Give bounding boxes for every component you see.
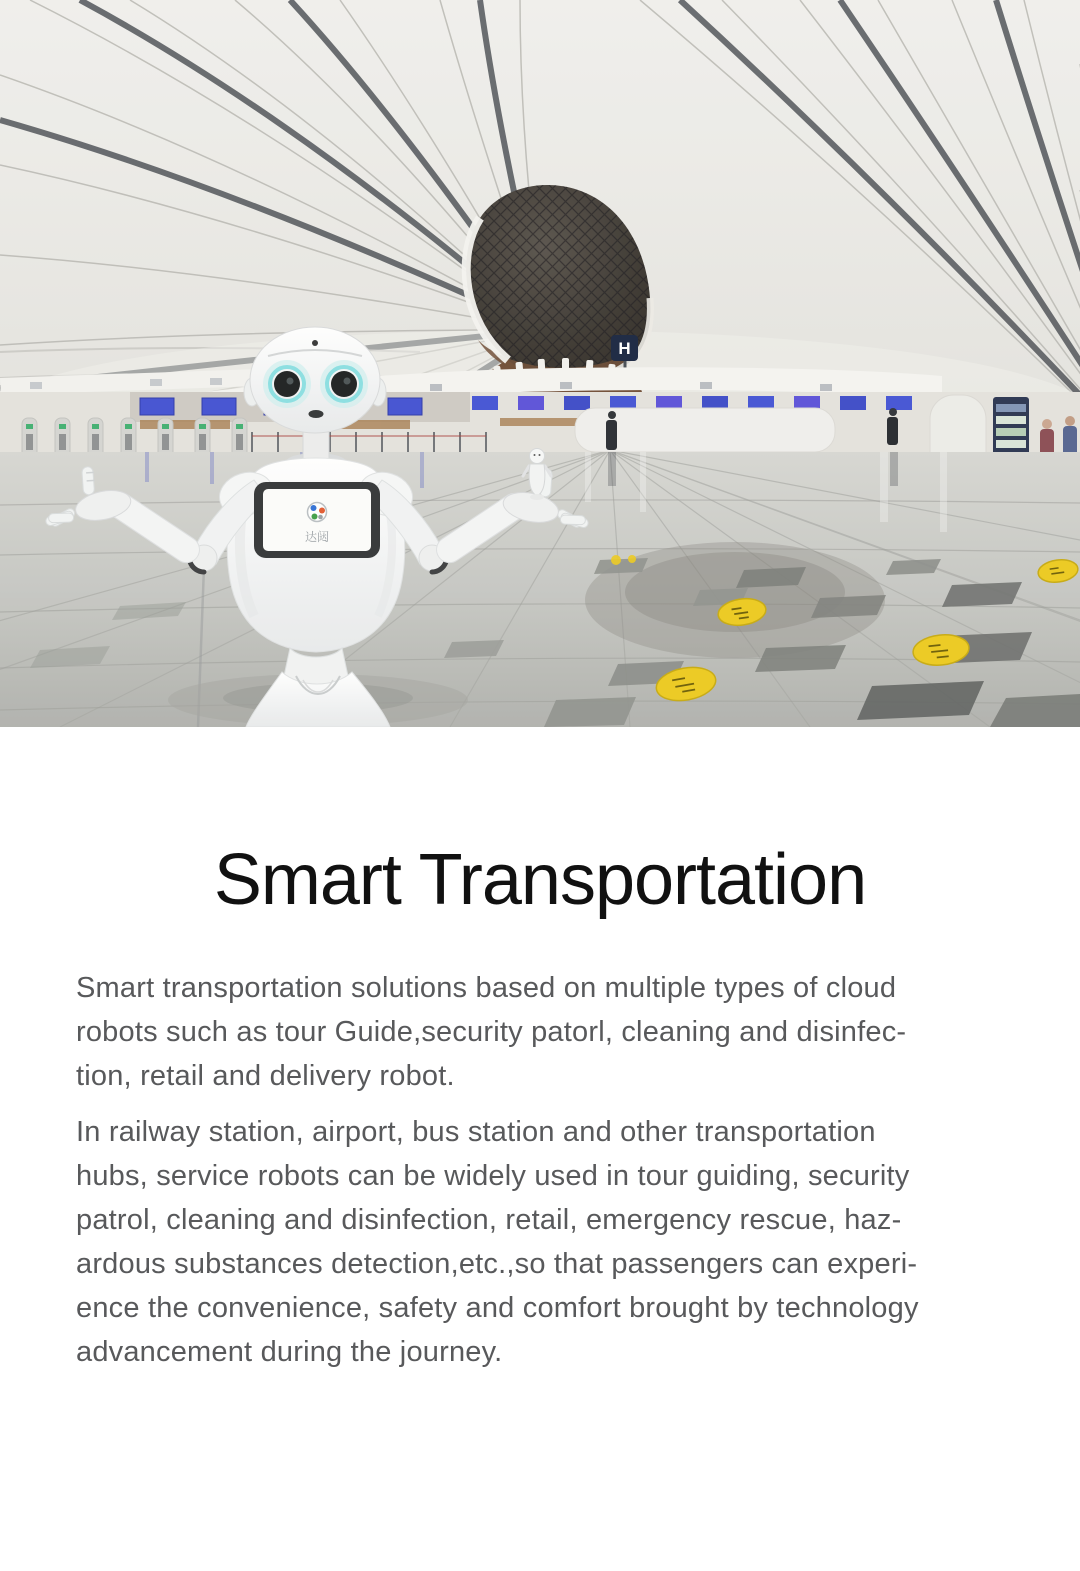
text-line: hubs, service robots can be widely used in tour guiding, security	[76, 1159, 910, 1192]
text-line: robots such as tour Guide,security patorl, cleaning and disinfec-	[76, 1015, 907, 1048]
article-section	[0, 839, 1080, 1374]
gate-sign-h-label: H	[618, 339, 631, 358]
text-line: ence the convenience, safety and comfort brought by technology	[76, 1291, 919, 1324]
paragraph-detail	[76, 1110, 1004, 1374]
text-line: advancement during the journey.	[76, 1335, 503, 1368]
text-line: ardous substances detection,etc.,so that passengers can experi-	[76, 1247, 918, 1280]
text-line: patrol, cleaning and disinfection, retail, emergency rescue, haz-	[76, 1203, 902, 1236]
text-line: tion, retail and delivery robot.	[76, 1059, 455, 1092]
text-line: In railway station, airport, bus station and other transportation	[76, 1115, 876, 1148]
robot-screen-text: 达闼	[304, 530, 330, 544]
paragraph-intro	[76, 966, 1004, 1098]
hero-image	[0, 0, 1080, 727]
page-title: Smart Transportation	[213, 840, 867, 920]
text-line: Smart transportation solutions based on multiple types of cloud	[76, 971, 897, 1004]
